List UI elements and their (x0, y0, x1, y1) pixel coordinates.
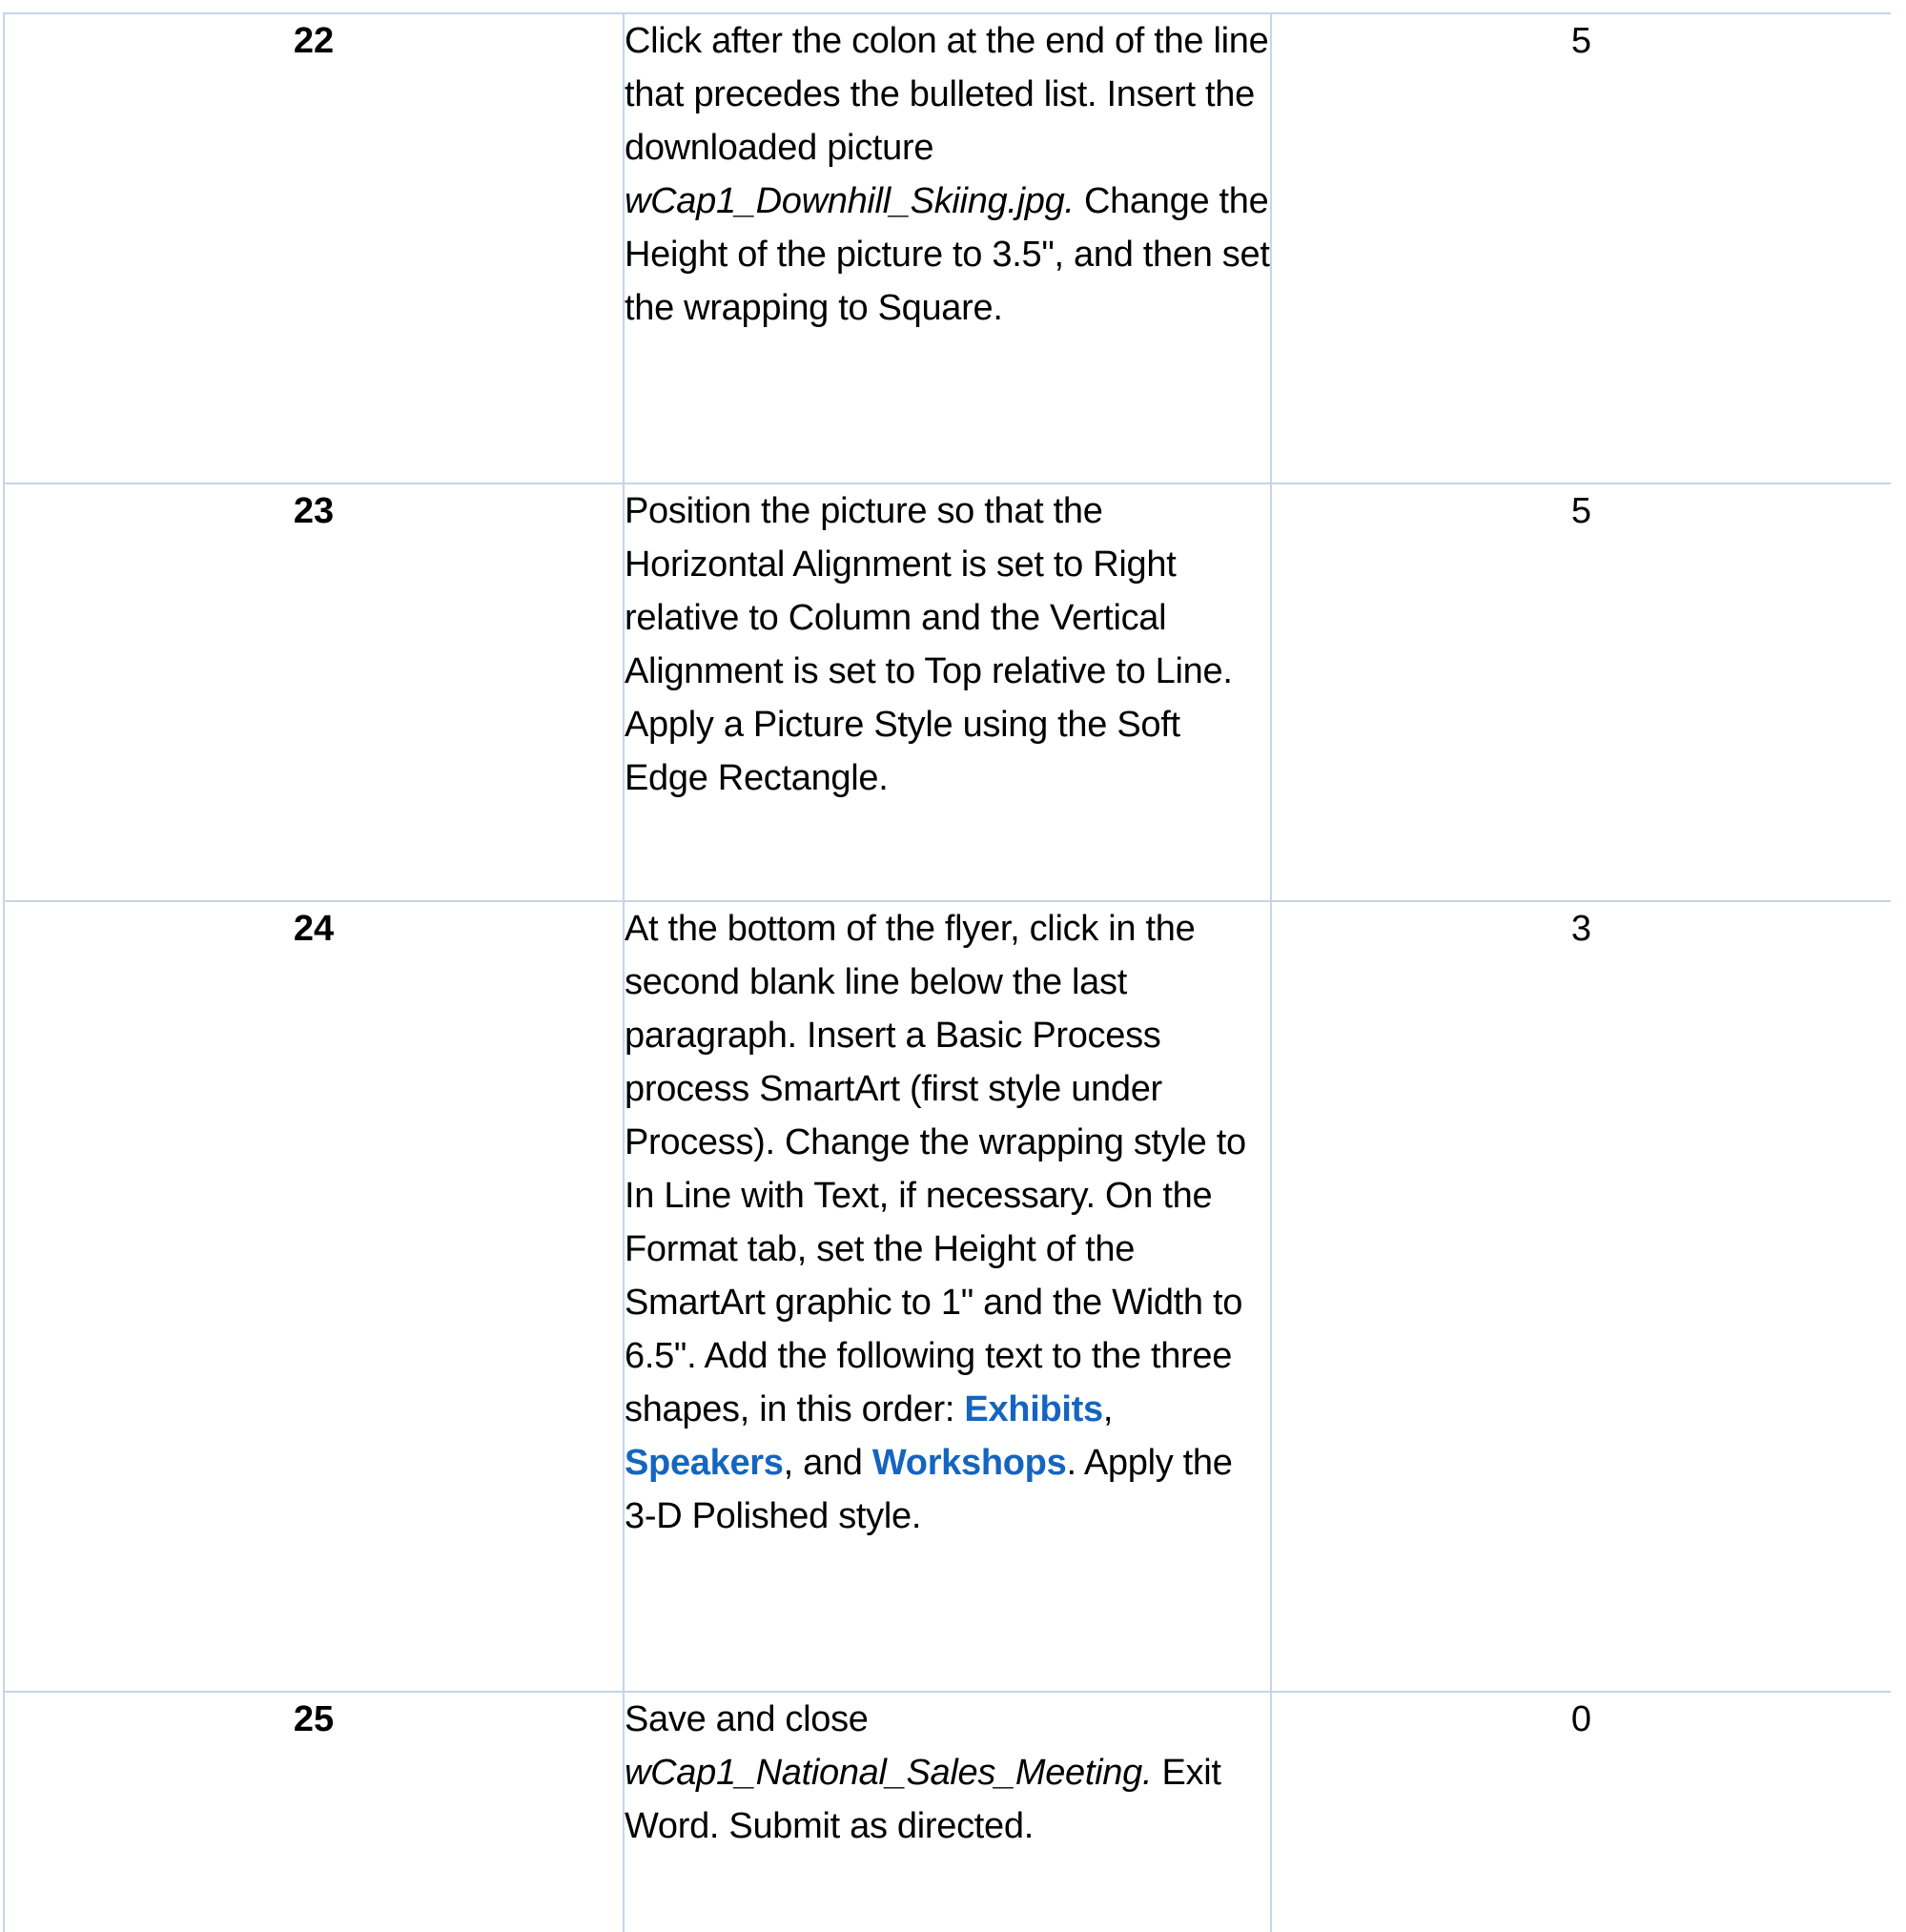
document-page (3, 12, 1891, 1932)
task-text: At the bottom of the flyer, click in the second blank line below the last paragraph. Insert a Basic Process process SmartArt (first style under Process). Change the wrapping style to In Line with Text, if necessary. On the Format tab, set the Height of the SmartArt graphic to 1" and the Width to 6.5". Add the following text to the three shapes, in this order: (625, 909, 1246, 1429)
highlight-text-exhibits: Exhibits (964, 1389, 1103, 1429)
grading-table (3, 12, 1891, 1932)
file-name: wCap1_National_Sales_Meeting. (625, 1753, 1153, 1793)
task-text: Change the Height of the picture to 3.5", and then set the wrapping to Square. (625, 181, 1270, 328)
table-row (4, 901, 1891, 1692)
step-number: 25 (4, 1692, 624, 1932)
points-value: 0 (1271, 1692, 1891, 1932)
table-row (4, 483, 1891, 901)
task-text: Exit Word. Submit as directed. (625, 1753, 1221, 1846)
task-text: Save and close (625, 1699, 869, 1739)
task-description (624, 483, 1271, 901)
file-name: wCap1_Downhill_Skiing.jpg. (625, 181, 1075, 221)
task-description (624, 901, 1271, 1692)
highlight-text-speakers: Speakers (625, 1443, 784, 1483)
task-text: , (1102, 1389, 1114, 1429)
points-value: 5 (1271, 483, 1891, 901)
step-number: 24 (4, 901, 624, 1692)
highlight-text-workshops: Workshops (871, 1443, 1067, 1483)
points-value: 5 (1271, 13, 1891, 483)
step-number: 22 (4, 13, 624, 483)
points-value: 3 (1271, 901, 1891, 1692)
task-description (624, 1692, 1271, 1932)
task-text: . Apply the 3-D Polished style. (625, 1443, 1233, 1536)
task-description (624, 13, 1271, 483)
table-row (4, 13, 1891, 483)
task-text: Position the picture so that the Horizontal Alignment is set to Right relative to Column and the Vertical Alignment is set to Top relative to Line. Apply a Picture Style using the Soft Edge Rectangle. (625, 491, 1233, 798)
step-number: 23 (4, 483, 624, 901)
task-text: Click after the colon at the end of the line that precedes the bulleted list. Insert the downloaded picture (625, 21, 1269, 168)
task-text: , and (783, 1443, 872, 1483)
table-row (4, 1692, 1891, 1932)
